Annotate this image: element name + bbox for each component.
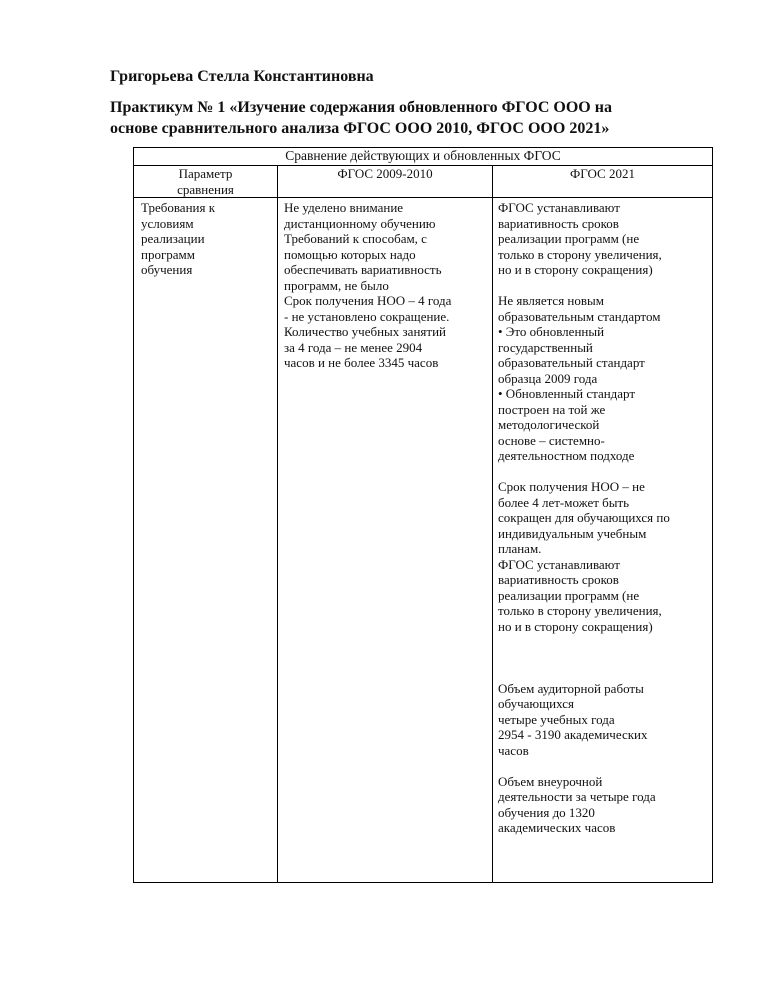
comparison-table bbox=[133, 147, 713, 883]
author-name: Григорьева Стелла Константиновна bbox=[110, 68, 374, 85]
document-title bbox=[110, 97, 710, 139]
row-old: Не уделено внимание дистанционному обучению Требований к способам, с помощью которых надо обеспечивать вариативность программ, не было Срок получения НОО – 4 года - не установлено сокращение. Количество учебных занятий за 4 года – не менее 2904 часов и не более 3345 часов bbox=[284, 200, 452, 370]
header-old: ФГОС 2009-2010 bbox=[337, 166, 433, 181]
table-rule bbox=[277, 165, 278, 882]
row-new: ФГОС устанавливают вариативность сроков реализации программ (не только в сторону увеличения, но и в сторону сокращения) Не является новым образовательным стандартом • Это обновленный государственный образовательный стандарт образца 2009 года • Обновленный стандарт построен на той же методологической основе – системно- деятельностном подходе Срок получения НОО – не более 4 лет-может быть сокращен для обучающихся по индивидуальным учебным планам. ФГОС устанавливают вариативность сроков реализации программ (не только в сторону увеличения, но и в сторону сокращения) Объем аудиторной работы обучающихся четыре учебных года 2954 - 3190 академических часов Объем внеурочной деятельности за четыре года обучения до 1320 академических часов bbox=[498, 200, 670, 835]
title-line: Практикум № 1 «Изучение содержания обновленного ФГОС ООО на bbox=[110, 99, 612, 116]
table-caption: Сравнение действующих и обновленных ФГОС bbox=[285, 148, 561, 163]
row-param: Требования к условиям реализации программ обучения bbox=[141, 200, 216, 277]
title-line: основе сравнительного анализа ФГОС ООО 2010, ФГОС ООО 2021» bbox=[110, 120, 610, 137]
table-rule bbox=[134, 197, 712, 198]
header-new: ФГОС 2021 bbox=[570, 166, 635, 181]
table-rule bbox=[492, 165, 493, 882]
header-param: Параметр сравнения bbox=[177, 166, 234, 197]
